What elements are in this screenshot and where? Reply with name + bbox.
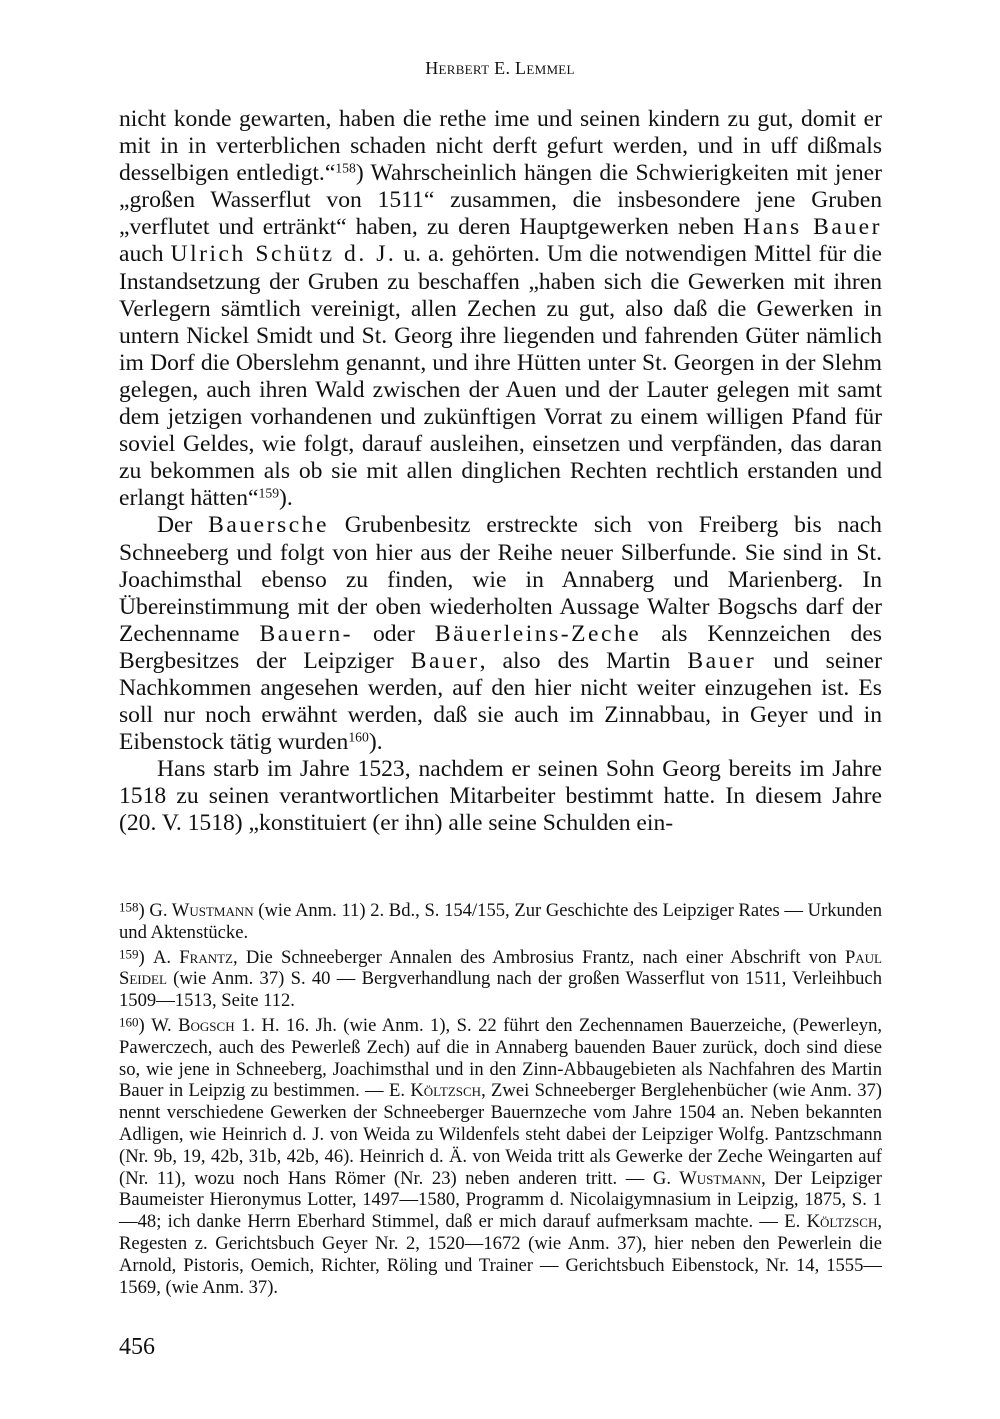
spaced-name: Bauern-: [259, 620, 353, 647]
paragraph-2: [119, 512, 882, 756]
footnote-159: $^{159}$) A. Frantz, Die Schneeberger Annalen des Ambrosius Frantz, nach einer Abschrift von Paul Seidel (wie Anm. 37) S. 40 — Bergverhandlung nach der großen Wasserflut von 1511, Verleihbuch 1509—1513, Seite 112.: [119, 946, 882, 1012]
footnote-text: , Zwei Schneeberger Berglehenbücher (wie Anm. 37) nennt verschiedene Gewerken der Schneeberger Bauernzeche vom Jahre 1504 an. Neben bekannten Adligen, wie Heinrich d. J. von Weida zu Wildenfels steht dabei der Leipziger Wolfg. Pantzschmann (Nr. 9b, 19, 42b, 31b, 42b, 46). Heinrich d. Ä. von Weida tritt als Gewerke der Zeche Weingarten auf (Nr. 11), wozu noch Hans Römer (Nr. 23) neben anderen tritt. —: [119, 1080, 882, 1189]
footnote-158: $^{158}$) G. Wustmann (wie Anm. 11) 2. Bd., S. 154/155, Zur Geschichte des Leipziger Rates — Urkunden und Aktenstücke.: [119, 899, 882, 943]
page-number: 456: [119, 1334, 155, 1360]
footnotes: [119, 900, 882, 1301]
note-ref-159: 159: [258, 485, 280, 501]
footnote-mark: 160: [119, 1014, 139, 1030]
text-run: auch: [119, 241, 171, 268]
paragraph-1: [119, 106, 882, 512]
footnote-160: $^{160}$) W. Bogsch 1. H. 16. Jh. (wie Anm. 1), S. 22 führt den Zechennamen Bauerzeiche, (Pewerleyn, Pawerczech, auch des Pewerleß Zech) auf die in Annaberg bauenden Bauer zurück, doch sind diese so, wie jene in Schneeberg, Joachimsthal und in den Zinn-Abbaugebieten als Nachfahren des Martin Bauer in Leipzig zu bestimmen. — E. Költzsch, Zwei Schneeberger Berglehenbücher (wie Anm. 37) nennt verschiedene Gewerken der Schneeberger Bauernzeche vom Jahre 1504 an. Neben bekannten Adligen, wie Heinrich d. J. von Weida zu Wildenfels steht dabei der Leipziger Wolfg. Pantzschmann (Nr. 9b, 19, 42b, 31b, 42b, 46). Heinrich d. Ä. von Weida tritt als Gewerke der Zeche Weingarten auf (Nr. 11), wozu noch Hans Römer (Nr. 23) neben anderen tritt. — G. Wustmann, Der Leipziger Baumeister Hieronymus Lotter, 1497—1580, Programm d. Nicolaigymnasium in Leipzig, 1875, S. 1—48; ich danke Herrn Eberhard Stimmel, daß er mich darauf aufmerksam machte. — E. Költzsch, Regesten z. Gerichtsbuch Geyer Nr. 2, 1520—1672 (wie Anm. 37), hier neben den Pewerlein die Arnold, Pistoris, Oemich, Richter, Röling und Trainer — Gerichtsbuch Eibenstock, Nr. 14, 1555—1569, (wie Anm. 37).: [119, 1014, 883, 1298]
author-name: E. Költzsch: [388, 1080, 482, 1102]
text-run: als Kennzeichen des Bergbesitzes der Leipziger: [119, 620, 882, 674]
footnote-mark: 158: [119, 899, 139, 915]
author-name: Paul Seidel: [119, 946, 882, 990]
text-run: Der: [157, 512, 209, 539]
footnote-text: , Die Schneeberger Annalen des Ambrosius Frantz, nach einer Abschrift von: [232, 946, 845, 968]
paragraph-3: Hans starb im Jahre 1523, nachdem er seinen Sohn Georg bereits im Jahre 1518 zu seinen verantwortlichen Mitarbeiter bestimmt hatte. In diesem Jahre (20. V. 1518) „konstituiert (er ihn) alle seine Schulden ein-: [119, 756, 882, 837]
spaced-name: Bauer: [410, 647, 480, 674]
spaced-name: Bäuerleins-Zeche: [434, 620, 642, 647]
footnote-text: (wie Anm. 37) S. 40 — Bergverhandlung nach der großen Wasserflut von 1511, Verleihbuch 1509—1513, Seite 112.: [119, 968, 882, 1012]
footnote-text: , Regesten z. Gerichtsbuch Geyer Nr. 2, 1520—1672 (wie Anm. 37), hier neben den Pewerlein die Arnold, Pistoris, Oemich, Richter, Röling und Trainer — Gerichtsbuch Eibenstock, Nr. 14, 1555—1569, (wie Anm. 37).: [119, 1211, 882, 1298]
text-run: ).: [368, 729, 383, 756]
footnote-text: , Der Leipziger Baumeister Hieronymus Lotter, 1497—1580, Programm d. Nicolaigymnasium in Leipzig, 1875, S. 1—48; ich danke Herrn Eberhard Stimmel, daß er mich darauf aufmerksam machte. —: [119, 1167, 882, 1233]
author-name: G. Wustmann: [652, 1167, 762, 1189]
footnote-text: (wie Anm. 11) 2. Bd., S. 154/155, Zur Geschichte des Leipziger Rates — Urkunden und Aktenstücke.: [119, 900, 882, 943]
main-text: [119, 106, 882, 838]
spaced-name: Ulrich Schütz d. J.: [170, 241, 397, 268]
text-run: und seiner Nachkommen angesehen werden, auf den hier nicht weiter einzugehen ist. Es soll nur noch erwähnt werden, daß sie auch im Zinnabbau, in Geyer und in Eibenstock tätig wurden: [119, 647, 882, 756]
note-ref-160: 160: [348, 729, 369, 745]
author-name: A. Frantz: [152, 946, 233, 968]
text-run: oder: [353, 620, 435, 647]
author-name: G. Wustmann: [149, 900, 254, 921]
spaced-name: Bauer: [687, 647, 757, 674]
footnote-text: 1. H. 16. Jh. (wie Anm. 1), S. 22 führt den Zechennamen Bauerzeiche, (Pewerleyn, Pawerczech, auch des Pewerleß Zech) auf die in Annaberg bauenden Bauer zurück, doch sind diese so, wie jene in Schneeberg, Joachimsthal und in den Zinn-Abbaugebieten als Nachfahren des Martin Bauer in Leipzig zu bestimmen. —: [119, 1014, 883, 1102]
text-run: ).: [279, 485, 293, 512]
note-ref-158: 158: [335, 160, 356, 176]
running-head: Herbert E. Lemmel: [425, 58, 575, 78]
text-run: u. a. gehörten. Um die notwendigen Mittel für die Instandsetzung der Gruben zu beschaffen „haben sich die Gewerken mit ihren Verlegern sämtlich vereinigt, allen Zechen zu gut, also daß die Gewerken in untern Nickel Smidt und St. Georg ihre liegenden und fahrenden Güter nämlich im Dorf die Oberslehm genannt, und ihre Hütten unter St. Georgen in der Slehm gelegen, auch ihren Wald zwischen der Auen und der Lauter gelegen mit samt dem jetzigen vorhandenen und zukünftigen Vorrat zu einem willigen Pfand für soviel Geldes, wie folgt, darauf ausleihen, einsetzen und verpfänden, das daran zu bekommen als ob sie mit allen dinglichen Rechten rechtlich erstanden und erlangt hätten“: [119, 241, 882, 512]
text-run: ) Wahrscheinlich hängen die Schwierigkeiten mit jener „großen Wasserflut von 1511“ zusammen, die insbesondere jene Gruben „verflutet und ertränkt“ haben, zu deren Hauptgewerken neben: [119, 160, 882, 241]
spaced-name: Hans Bauer: [743, 214, 882, 241]
text-run: nicht konde gewarten, haben die rethe ime und seinen kindern zu gut, domit er mit in in verterblichen schaden nicht derft gefurt werden, und in uff dißmals desselbigen entledigt.“: [119, 106, 882, 187]
text-run: Grubenbesitz erstreckte sich von Freiberg bis nach Schneeberg und folgt von hier aus der Reihe neuer Silberfunde. Sie sind in St. Joachimsthal ebenso zu finden, wie in Annaberg und Marienberg. In Übereinstimmung mit der oben wiederholten Aussage Walter Bogschs darf der Zechenname: [119, 512, 882, 647]
author-name: E. Költzsch: [784, 1211, 878, 1233]
spaced-name: Bauersche: [208, 512, 329, 539]
author-name: W. Bogsch: [151, 1014, 235, 1036]
footnote-mark: 159: [119, 946, 139, 962]
text-run: , also des Martin: [479, 647, 688, 674]
